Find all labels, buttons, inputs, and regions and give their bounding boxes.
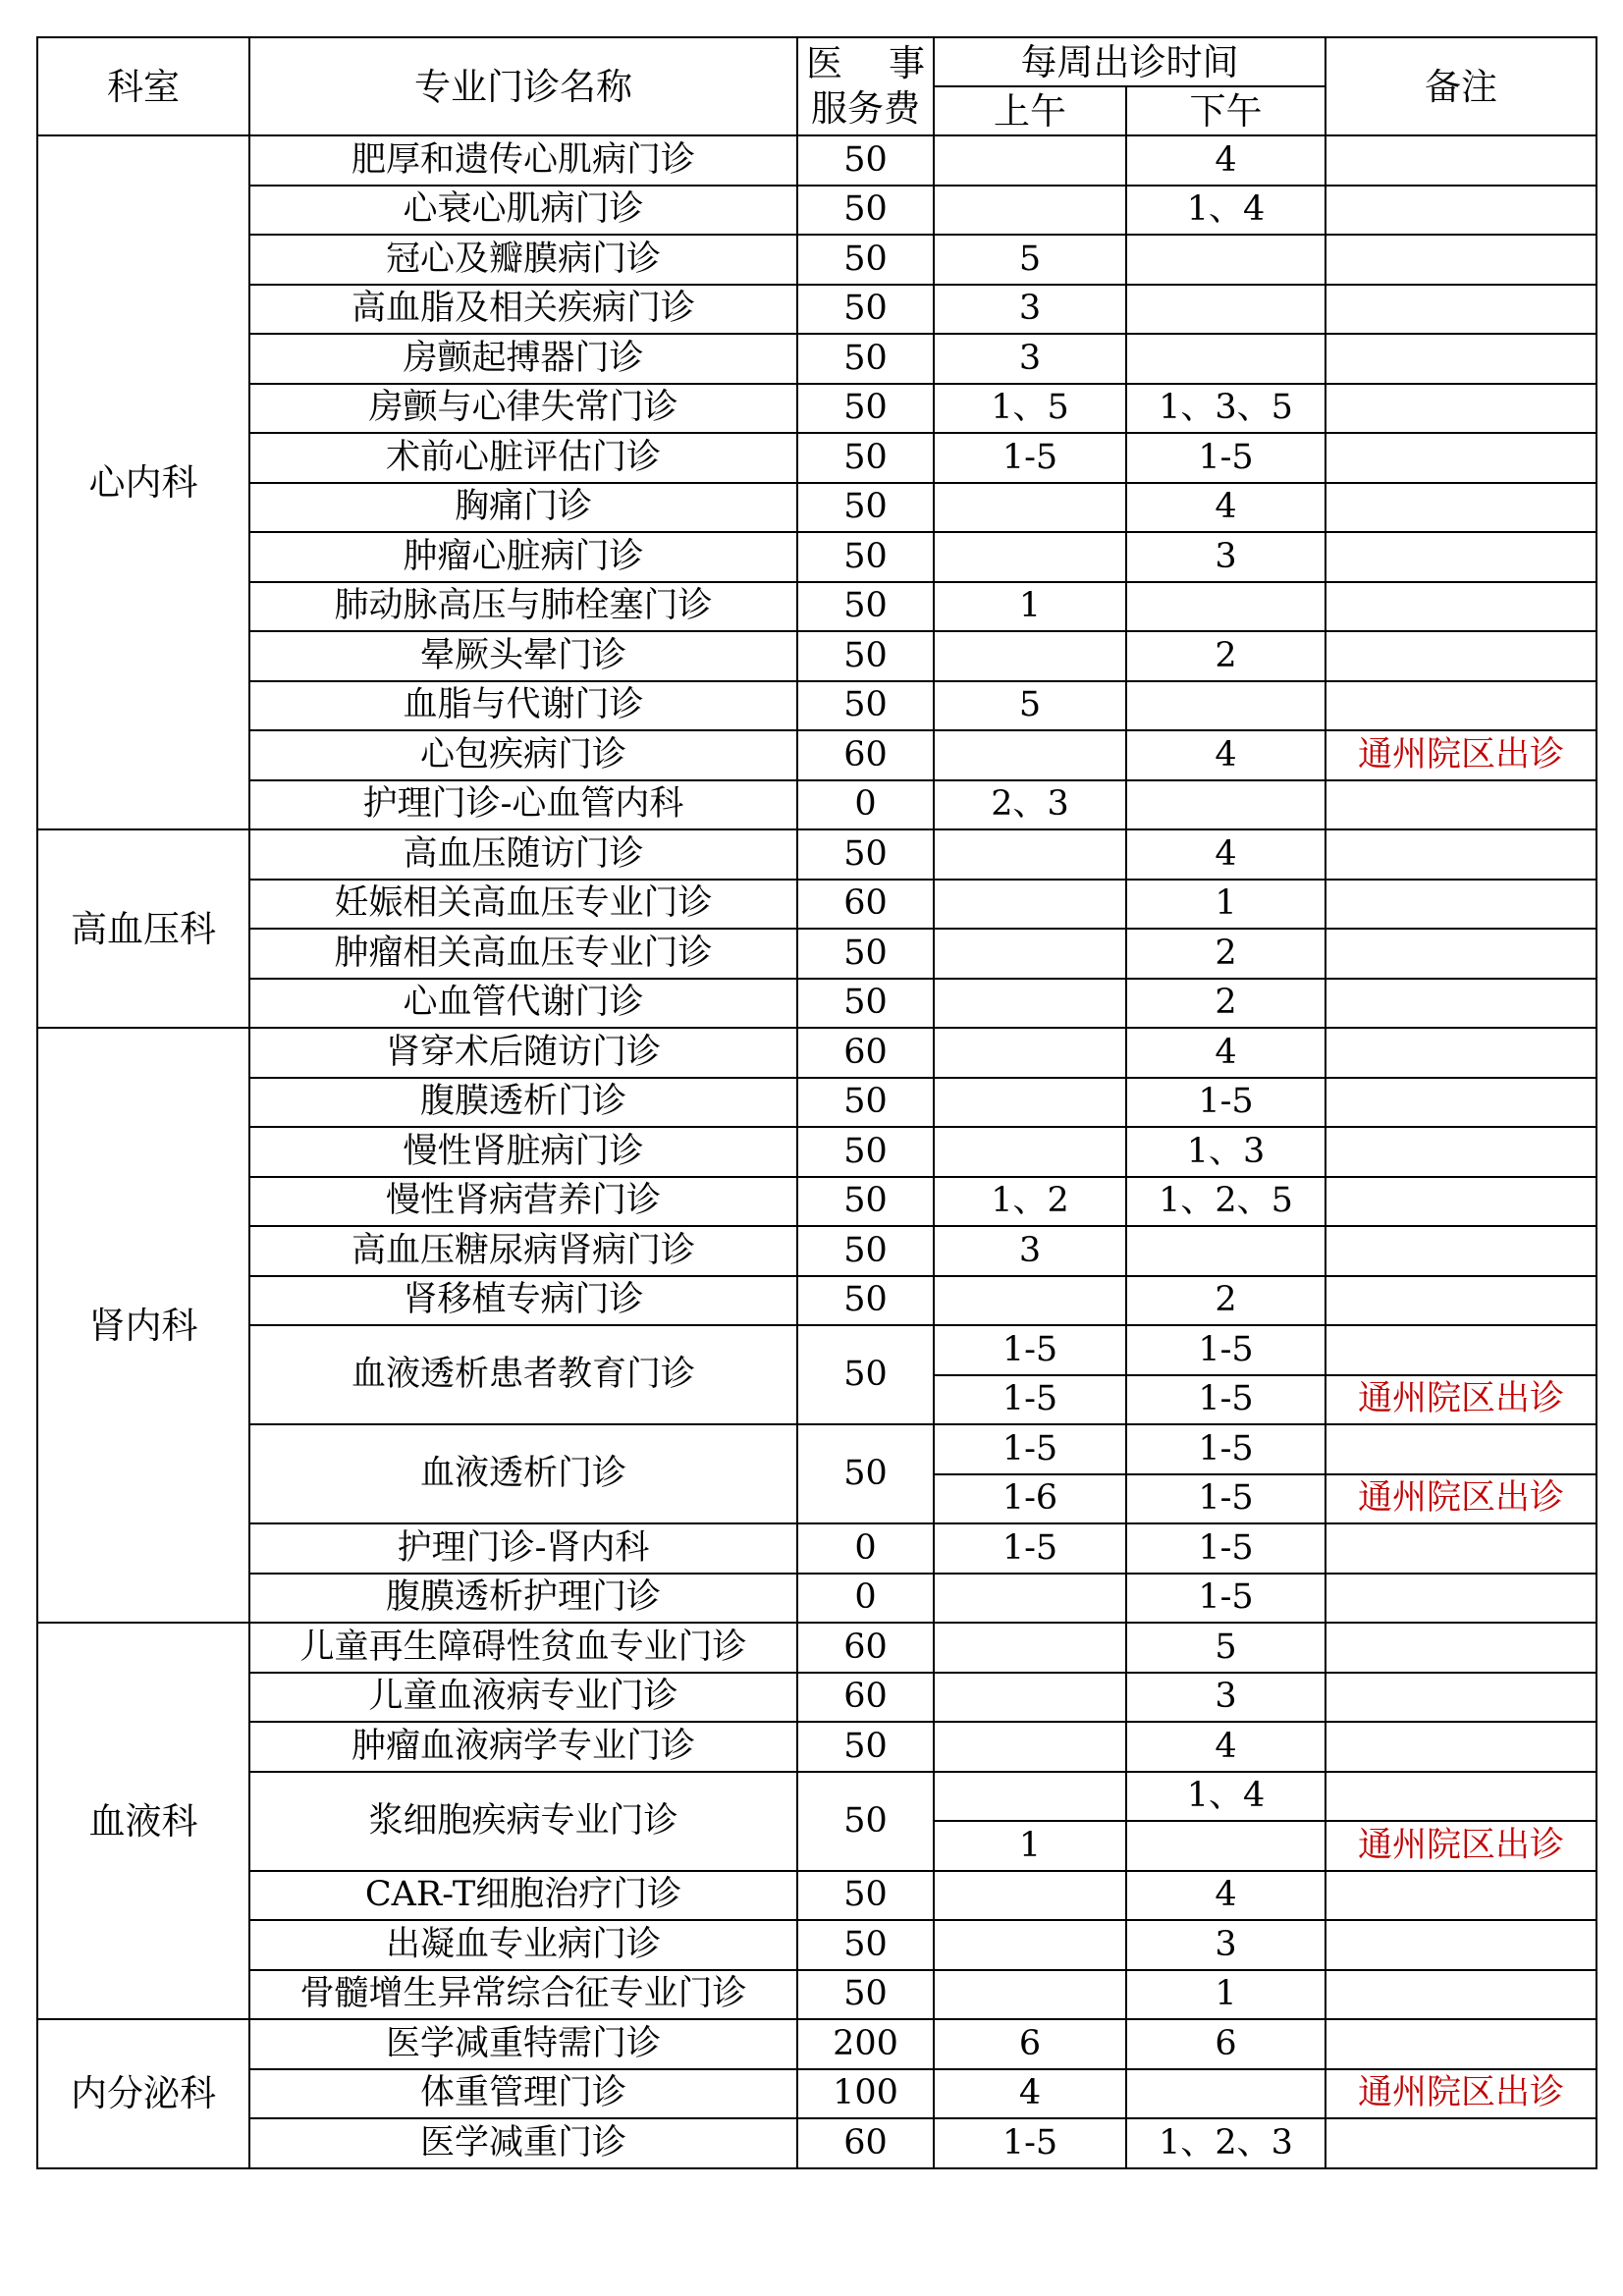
service-fee: 60 — [797, 2118, 934, 2168]
note — [1325, 135, 1596, 186]
note — [1325, 1226, 1596, 1276]
table-row — [37, 681, 1596, 731]
clinic-name: 肺动脉高压与肺栓塞门诊 — [249, 582, 797, 632]
service-fee: 50 — [797, 1871, 934, 1921]
morning-days — [934, 1276, 1126, 1326]
note — [1325, 1673, 1596, 1723]
header-am: 上午 — [934, 86, 1126, 135]
table-row — [37, 1424, 1596, 1474]
note — [1325, 681, 1596, 731]
note — [1325, 1574, 1596, 1624]
morning-days — [934, 1970, 1126, 2020]
service-fee: 50 — [797, 483, 934, 533]
service-fee: 50 — [797, 334, 934, 384]
clinic-name: 血液透析患者教育门诊 — [249, 1325, 797, 1424]
afternoon-days: 4 — [1126, 1871, 1325, 1921]
clinic-schedule-table — [36, 36, 1597, 2169]
morning-days: 1-5 — [934, 2118, 1126, 2168]
afternoon-days: 1-5 — [1126, 433, 1325, 483]
morning-days — [934, 532, 1126, 582]
afternoon-days: 2 — [1126, 1276, 1325, 1326]
service-fee: 50 — [797, 1276, 934, 1326]
clinic-name: 胸痛门诊 — [249, 483, 797, 533]
table-row — [37, 1325, 1596, 1375]
afternoon-days: 1-5 — [1126, 1523, 1325, 1574]
clinic-name: 腹膜透析门诊 — [249, 1078, 797, 1128]
afternoon-days: 1-5 — [1126, 1574, 1325, 1624]
table-row — [37, 829, 1596, 880]
note — [1325, 1276, 1596, 1326]
table-row — [37, 532, 1596, 582]
afternoon-days: 1-5 — [1126, 1474, 1325, 1524]
department-name: 肾内科 — [37, 1028, 249, 1623]
note — [1325, 631, 1596, 681]
clinic-name: 护理门诊-心血管内科 — [249, 780, 797, 830]
clinic-name: 肾穿术后随访门诊 — [249, 1028, 797, 1078]
service-fee: 50 — [797, 631, 934, 681]
note — [1325, 1970, 1596, 2020]
clinic-name: 房颤与心律失常门诊 — [249, 384, 797, 434]
morning-days — [934, 135, 1126, 186]
clinic-name: 血液透析门诊 — [249, 1424, 797, 1523]
table-row — [37, 483, 1596, 533]
note — [1325, 334, 1596, 384]
morning-days — [934, 631, 1126, 681]
table-row — [37, 384, 1596, 434]
afternoon-days: 2 — [1126, 979, 1325, 1029]
clinic-name: 护理门诊-肾内科 — [249, 1523, 797, 1574]
afternoon-days: 1 — [1126, 1970, 1325, 2020]
morning-days: 1-5 — [934, 1424, 1126, 1474]
service-fee: 100 — [797, 2069, 934, 2119]
service-fee: 50 — [797, 1722, 934, 1772]
clinic-name: 出凝血专业病门诊 — [249, 1920, 797, 1970]
table-row — [37, 186, 1596, 236]
note — [1325, 433, 1596, 483]
table-row — [37, 1028, 1596, 1078]
note — [1325, 1871, 1596, 1921]
afternoon-days — [1126, 235, 1325, 285]
afternoon-days — [1126, 285, 1325, 335]
service-fee: 50 — [797, 532, 934, 582]
morning-days — [934, 1871, 1126, 1921]
afternoon-days — [1126, 1821, 1325, 1871]
afternoon-days — [1126, 582, 1325, 632]
note — [1325, 780, 1596, 830]
clinic-name: 术前心脏评估门诊 — [249, 433, 797, 483]
note — [1325, 483, 1596, 533]
clinic-name: 高血压随访门诊 — [249, 829, 797, 880]
clinic-name: 骨髓增生异常综合征专业门诊 — [249, 1970, 797, 2020]
clinic-name: 体重管理门诊 — [249, 2069, 797, 2119]
service-fee: 200 — [797, 2019, 934, 2069]
afternoon-days: 3 — [1126, 1920, 1325, 1970]
service-fee: 50 — [797, 1226, 934, 1276]
clinic-name: 肾移植专病门诊 — [249, 1276, 797, 1326]
clinic-name: 心血管代谢门诊 — [249, 979, 797, 1029]
note — [1325, 1325, 1596, 1375]
table-row — [37, 2019, 1596, 2069]
note — [1325, 1920, 1596, 1970]
header-fee-line1: 医 事 — [805, 41, 926, 84]
service-fee: 50 — [797, 829, 934, 880]
morning-days: 3 — [934, 334, 1126, 384]
header-clinic-name: 专业门诊名称 — [249, 37, 797, 135]
clinic-name: 医学减重门诊 — [249, 2118, 797, 2168]
service-fee: 50 — [797, 1920, 934, 1970]
afternoon-days: 4 — [1126, 483, 1325, 533]
service-fee: 50 — [797, 1078, 934, 1128]
clinic-name: 肿瘤血液病学专业门诊 — [249, 1722, 797, 1772]
table-row — [37, 730, 1596, 780]
note — [1325, 285, 1596, 335]
afternoon-days: 1、4 — [1126, 1772, 1325, 1822]
afternoon-days: 1-5 — [1126, 1375, 1325, 1425]
clinic-name: 医学减重特需门诊 — [249, 2019, 797, 2069]
service-fee: 0 — [797, 1523, 934, 1574]
header-fee — [797, 37, 934, 135]
clinic-name: 血脂与代谢门诊 — [249, 681, 797, 731]
morning-days: 3 — [934, 1226, 1126, 1276]
clinic-name: 儿童再生障碍性贫血专业门诊 — [249, 1623, 797, 1673]
clinic-name: 冠心及瓣膜病门诊 — [249, 235, 797, 285]
morning-days: 1-5 — [934, 1523, 1126, 1574]
service-fee: 60 — [797, 730, 934, 780]
morning-days — [934, 186, 1126, 236]
service-fee: 50 — [797, 1177, 934, 1227]
service-fee: 50 — [797, 582, 934, 632]
clinic-name: 房颤起搏器门诊 — [249, 334, 797, 384]
service-fee: 60 — [797, 880, 934, 930]
afternoon-days: 4 — [1126, 730, 1325, 780]
afternoon-days — [1126, 1226, 1325, 1276]
table-row — [37, 2118, 1596, 2168]
table-row — [37, 235, 1596, 285]
morning-days: 5 — [934, 235, 1126, 285]
note — [1325, 880, 1596, 930]
morning-days: 4 — [934, 2069, 1126, 2119]
table-row — [37, 1772, 1596, 1822]
table-row — [37, 135, 1596, 186]
clinic-name: 心衰心肌病门诊 — [249, 186, 797, 236]
clinic-name: 肿瘤心脏病门诊 — [249, 532, 797, 582]
clinic-name: 肥厚和遗传心肌病门诊 — [249, 135, 797, 186]
note: 通州院区出诊 — [1325, 730, 1596, 780]
afternoon-days: 1 — [1126, 880, 1325, 930]
morning-days: 3 — [934, 285, 1126, 335]
department-name: 内分泌科 — [37, 2019, 249, 2168]
table-row — [37, 1226, 1596, 1276]
service-fee: 50 — [797, 186, 934, 236]
afternoon-days: 1-5 — [1126, 1078, 1325, 1128]
afternoon-days: 1、3 — [1126, 1127, 1325, 1177]
clinic-name: 肿瘤相关高血压专业门诊 — [249, 929, 797, 979]
clinic-name: 心包疾病门诊 — [249, 730, 797, 780]
table-row — [37, 780, 1596, 830]
morning-days — [934, 1574, 1126, 1624]
table-row — [37, 1523, 1596, 1574]
service-fee: 50 — [797, 1127, 934, 1177]
morning-days — [934, 1920, 1126, 1970]
clinic-name: 腹膜透析护理门诊 — [249, 1574, 797, 1624]
service-fee: 50 — [797, 1970, 934, 2020]
afternoon-days: 2 — [1126, 929, 1325, 979]
service-fee: 50 — [797, 235, 934, 285]
table-row — [37, 334, 1596, 384]
note — [1325, 1177, 1596, 1227]
service-fee: 50 — [797, 929, 934, 979]
service-fee: 0 — [797, 1574, 934, 1624]
service-fee: 0 — [797, 780, 934, 830]
afternoon-days: 4 — [1126, 1028, 1325, 1078]
afternoon-days: 1-5 — [1126, 1325, 1325, 1375]
service-fee: 50 — [797, 285, 934, 335]
note — [1325, 2019, 1596, 2069]
service-fee: 50 — [797, 135, 934, 186]
note — [1325, 979, 1596, 1029]
table-row — [37, 1970, 1596, 2020]
note — [1325, 1424, 1596, 1474]
note: 通州院区出诊 — [1325, 2069, 1596, 2119]
clinic-name: 高血压糖尿病肾病门诊 — [249, 1226, 797, 1276]
morning-days: 1、2 — [934, 1177, 1126, 1227]
morning-days — [934, 1127, 1126, 1177]
note — [1325, 532, 1596, 582]
afternoon-days — [1126, 334, 1325, 384]
clinic-name: 慢性肾病营养门诊 — [249, 1177, 797, 1227]
note — [1325, 384, 1596, 434]
header-note: 备注 — [1325, 37, 1596, 135]
header-fee-line2: 服务费 — [811, 87, 920, 130]
table-row — [37, 929, 1596, 979]
note — [1325, 1127, 1596, 1177]
table-row — [37, 1920, 1596, 1970]
service-fee: 50 — [797, 1772, 934, 1871]
table-row — [37, 1673, 1596, 1723]
clinic-name: 儿童血液病专业门诊 — [249, 1673, 797, 1723]
afternoon-days: 4 — [1126, 1722, 1325, 1772]
service-fee: 50 — [797, 384, 934, 434]
table-row — [37, 880, 1596, 930]
morning-days — [934, 1623, 1126, 1673]
morning-days — [934, 979, 1126, 1029]
note — [1325, 2118, 1596, 2168]
note — [1325, 1623, 1596, 1673]
service-fee: 60 — [797, 1028, 934, 1078]
morning-days: 1 — [934, 1821, 1126, 1871]
department-name: 高血压科 — [37, 829, 249, 1028]
service-fee: 50 — [797, 979, 934, 1029]
table-row — [37, 979, 1596, 1029]
morning-days — [934, 1028, 1126, 1078]
afternoon-days: 6 — [1126, 2019, 1325, 2069]
afternoon-days — [1126, 681, 1325, 731]
clinic-name: CAR-T细胞治疗门诊 — [249, 1871, 797, 1921]
afternoon-days: 1、3、5 — [1126, 384, 1325, 434]
department-name: 血液科 — [37, 1623, 249, 2019]
clinic-name: 高血脂及相关疾病门诊 — [249, 285, 797, 335]
table-row — [37, 1574, 1596, 1624]
afternoon-days: 1、2、3 — [1126, 2118, 1325, 2168]
service-fee: 50 — [797, 681, 934, 731]
afternoon-days: 1、2、5 — [1126, 1177, 1325, 1227]
table-body — [37, 135, 1596, 2168]
morning-days: 2、3 — [934, 780, 1126, 830]
morning-days: 1、5 — [934, 384, 1126, 434]
table-row — [37, 582, 1596, 632]
morning-days — [934, 730, 1126, 780]
morning-days — [934, 483, 1126, 533]
afternoon-days: 4 — [1126, 829, 1325, 880]
service-fee: 50 — [797, 1424, 934, 1523]
note — [1325, 829, 1596, 880]
clinic-name: 晕厥头晕门诊 — [249, 631, 797, 681]
table-row — [37, 433, 1596, 483]
clinic-name: 浆细胞疾病专业门诊 — [249, 1772, 797, 1871]
clinic-name: 妊娠相关高血压专业门诊 — [249, 880, 797, 930]
morning-days: 1 — [934, 582, 1126, 632]
note — [1325, 186, 1596, 236]
morning-days: 5 — [934, 681, 1126, 731]
table-row — [37, 1078, 1596, 1128]
morning-days — [934, 929, 1126, 979]
table-row — [37, 1623, 1596, 1673]
afternoon-days — [1126, 2069, 1325, 2119]
afternoon-days — [1126, 780, 1325, 830]
note — [1325, 235, 1596, 285]
afternoon-days: 5 — [1126, 1623, 1325, 1673]
table-row — [37, 1871, 1596, 1921]
note — [1325, 1028, 1596, 1078]
afternoon-days: 3 — [1126, 532, 1325, 582]
note — [1325, 582, 1596, 632]
note — [1325, 1772, 1596, 1822]
afternoon-days: 1、4 — [1126, 186, 1325, 236]
note — [1325, 929, 1596, 979]
service-fee: 60 — [797, 1673, 934, 1723]
morning-days: 1-6 — [934, 1474, 1126, 1524]
afternoon-days: 2 — [1126, 631, 1325, 681]
morning-days — [934, 880, 1126, 930]
header-pm: 下午 — [1126, 86, 1325, 135]
table-header — [37, 37, 1596, 135]
service-fee: 50 — [797, 1325, 934, 1424]
table-row — [37, 285, 1596, 335]
table-row — [37, 631, 1596, 681]
note: 通州院区出诊 — [1325, 1375, 1596, 1425]
note — [1325, 1722, 1596, 1772]
service-fee: 60 — [797, 1623, 934, 1673]
morning-days — [934, 829, 1126, 880]
morning-days: 1-5 — [934, 433, 1126, 483]
morning-days — [934, 1772, 1126, 1822]
table-row — [37, 1127, 1596, 1177]
table-row — [37, 1722, 1596, 1772]
table-row — [37, 1177, 1596, 1227]
header-dept: 科室 — [37, 37, 249, 135]
morning-days: 1-5 — [934, 1325, 1126, 1375]
morning-days — [934, 1722, 1126, 1772]
note — [1325, 1523, 1596, 1574]
note: 通州院区出诊 — [1325, 1821, 1596, 1871]
morning-days — [934, 1078, 1126, 1128]
afternoon-days: 3 — [1126, 1673, 1325, 1723]
clinic-name: 慢性肾脏病门诊 — [249, 1127, 797, 1177]
department-name: 心内科 — [37, 135, 249, 829]
morning-days — [934, 1673, 1126, 1723]
afternoon-days: 4 — [1126, 135, 1325, 186]
morning-days: 6 — [934, 2019, 1126, 2069]
table-row — [37, 2069, 1596, 2119]
header-schedule: 每周出诊时间 — [934, 37, 1325, 86]
table-row — [37, 1276, 1596, 1326]
note: 通州院区出诊 — [1325, 1474, 1596, 1524]
service-fee: 50 — [797, 433, 934, 483]
morning-days: 1-5 — [934, 1375, 1126, 1425]
afternoon-days: 1-5 — [1126, 1424, 1325, 1474]
note — [1325, 1078, 1596, 1128]
